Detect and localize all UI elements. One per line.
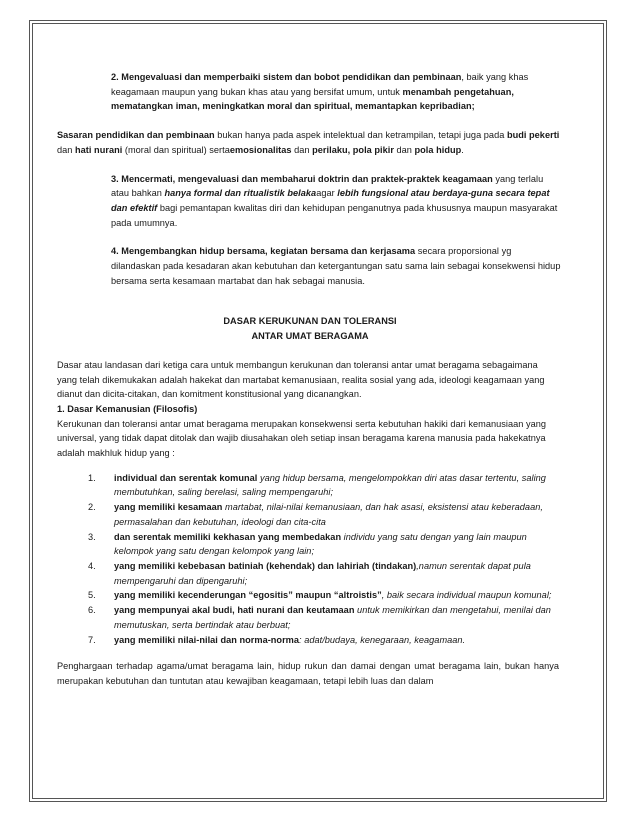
item-3-emph-2: lebih fungsional atau berdaya-guna secara tepat dan efektif [111,188,550,213]
list-item-number: 2. [88,502,96,513]
list-item [88,530,563,559]
list-item-italic: yang hidup bersama, mengelompokkan diri atas dasar tertentu, saling membutuhkan, saling berelasi, saling mempengaruhi; [114,472,546,498]
sasaran-text-4: dan [291,144,313,155]
item-2-text: , baik yang khas keagamaan maupun yang bukan khas atau yang bersifat umum, untuk [111,72,529,97]
list-item-bold: dan serentak memiliki kekhasan yang membedakan [114,531,342,542]
list-item-bold: yang memiliki kecenderungan “egositis” maupun “altroistis” [114,590,382,601]
list-item [88,633,563,648]
list-item-number: 4. [88,560,96,571]
item-2-lead: 2. Mengevaluasi dan memperbaiki sistem dan bobot pendidikan dan pembinaan [111,72,462,82]
item-4-paragraph [111,244,563,288]
item-3-lead: 3. Mencermati, mengevaluasi dan membaharui doktrin dan praktek-praktek keagamaan [111,173,493,184]
document-body [57,70,563,689]
item-3-paragraph [111,172,563,231]
list-item-italic: , baik secara individual maupun komunal; [381,590,552,601]
heading-line-1: DASAR KERUKUNAN DAN TOLERANSI [223,316,397,327]
list-item [88,471,563,500]
list-item-italic: individu yang satu dengan yang lain maupun kelompok yang satu dengan kelompok yang lain; [114,531,527,557]
sasaran-text-6: . [461,144,464,155]
section-1-paragraph: Kerukunan dan toleransi antar umat beragama merupakan konsekwensi serta kebutuhan hakiki dari kemanusiaan yang universal, yang tidak dapat ditolak dan wajib diusahakan oleh setiap insan beragama karena manusia pada hakekatnya adalah makhluk hidup yang : [57,418,546,459]
sasaran-text-5: dan [393,144,415,155]
list-item [88,559,563,588]
list-item [88,588,563,603]
sasaran-text-3: (moral dan spiritual) serta [122,144,230,155]
section-heading [57,314,563,343]
list-item-number: 6. [88,605,96,616]
dasar-paragraph: Dasar atau landasan dari ketiga cara untuk membangun kerukunan dan toleransi antar umat beragama sebagaimana yang telah dikemukakan adalah hakekat dan martabat kemanusiaan, realita sosial yang ada, ideologi keagamaan yang dianut dan dicita-citakan, dan komitment konstitusional yang dicanangkan. [57,359,545,400]
kemanusiaan-list [83,471,563,647]
sasaran-bold-1: Sasaran pendidikan dan pembinaan [57,130,215,141]
list-item-italic: untuk memikirkan dan mengetahui, menilai dan memutuskan, serta bertindak atau berbuat; [114,605,551,630]
sasaran-text-1: bukan hanya pada aspek intelektual dan ketrampilan, tetapi juga pada [214,130,507,141]
item-4-lead: 4. Mengembangkan hidup bersama, kegiatan bersama dan kerjasama [111,246,416,257]
sasaran-bold-5: perilaku, pola pikir [312,144,394,155]
list-item-bold: individual dan serentak komunal [114,472,258,483]
list-item-number: 1. [88,472,96,483]
item-2-paragraph [111,70,563,114]
sasaran-bold-6: pola hidup [414,144,462,155]
list-item-italic: martabat, nilai-nilai kemanusiaan, dan hak asasi, eksistensi atau keberadaan, permasalahan dan kebutuhan, ideologi dan cita-cita [114,502,543,527]
list-item-number: 3. [88,531,96,542]
item-2-tail: menambah pengetahuan, mematangkan iman, meningkatkan moral dan spiritual, memantapkan kepribadian; [111,86,514,112]
item-4-text: secara proporsional yg dilandaskan pada kesadaran akan kebutuhan dan ketergantungan satu sama lain sebagai konsekwensi hidup bersama serta kesamaan martabat dan hak sebagai manusia. [111,246,561,286]
sasaran-bold-3: hati nurani [75,144,123,155]
sasaran-text-2: dan [57,144,76,155]
list-item-italic: ,namun serentak dapat pula mempengaruhi dan dipengaruhi; [114,560,531,586]
heading-line-2: ANTAR UMAT BERAGAMA [251,331,369,342]
list-item [88,500,563,529]
list-item-bold: yang memiliki nilai-nilai dan norma-norma [114,634,300,645]
closing-paragraph: Penghargaan terhadap agama/umat beragama lain, hidup rukun dan damai dengan umat beragama lain, bukan hanya merupakan kebutuhan dan tuntutan atau kewajiban keagamaan, tetapi lebih luas dan dalam [57,661,559,686]
sasaran-bold-2: budi pekerti [506,130,560,141]
item-3-text-3: bagi pemantapan kwalitas diri dan kehidupan penganutnya pada khususnya maupun masyarakat pada umumnya. [111,202,558,228]
list-item-bold: yang mempunyai akal budi, hati nurani dan keutamaan [114,605,355,616]
sasaran-paragraph [57,128,563,157]
item-3-emph-1: hanya formal dan ritualistik belaka [164,188,317,199]
list-item [88,603,563,632]
item-3-text-2: agar [316,188,338,199]
list-item-bold: yang memiliki kesamaan [114,502,223,513]
section-1-title: 1. Dasar Kemanusian (Filosofis) [57,403,198,414]
list-item-number: 7. [88,634,96,645]
list-item-italic: : adat/budaya, kenegaraan, keagamaan. [299,634,466,645]
item-3-text-1: yang terlalu atau bahkan [111,173,544,199]
sasaran-bold-4: emosionalitas [229,144,292,155]
list-item-bold: yang memiliki kebebasan batiniah (kehendak) dan lahiriah (tindakan) [114,560,417,571]
list-item-number: 5. [88,590,96,601]
